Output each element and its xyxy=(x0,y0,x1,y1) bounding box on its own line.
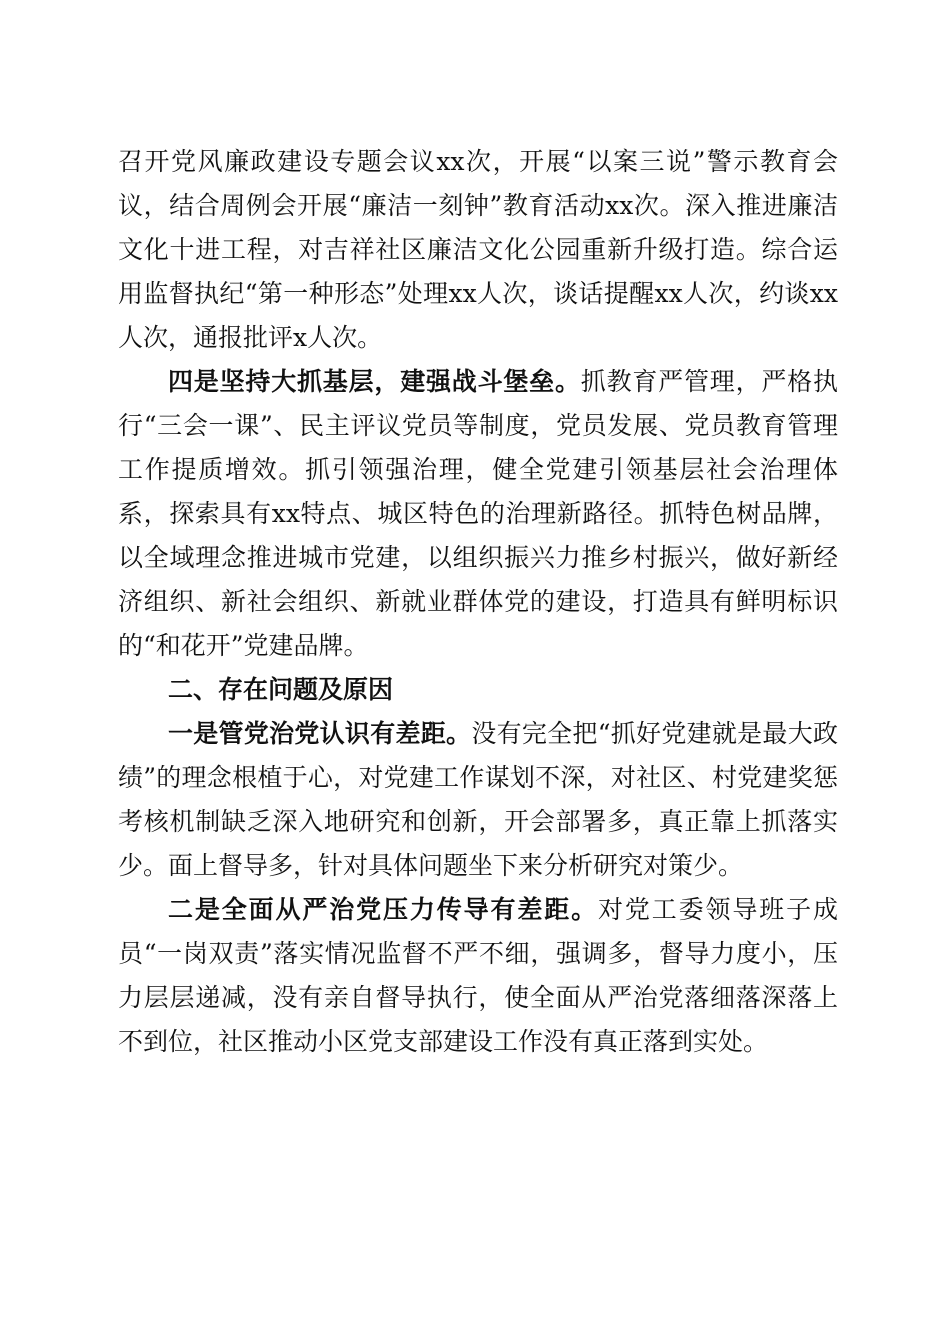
paragraph-problem-two-lead: 二是全面从严治党压力传导有差距。 xyxy=(168,895,598,924)
paragraph-grassroots-lead: 四是坚持大抓基层，建强战斗堡垒。 xyxy=(168,367,581,396)
document-body xyxy=(118,140,838,1064)
paragraph-problem-two xyxy=(118,888,838,1064)
section-heading-problems: 二、存在问题及原因 xyxy=(168,675,394,704)
paragraph-problem-one xyxy=(118,712,838,888)
paragraph-grassroots-body: 抓教育严管理，严格执行“三会一课”、民主评议党员等制度，党员发展、党员教育管理工作提质增效。抓引领强治理，健全党建引领基层社会治理体系，探索具有xx特点、城区特色的治理新路径。抓特色树品牌，以全域理念推进城市党建，以组织振兴力推乡村振兴，做好新经济组织、新社会组织、新就业群体党的建设，打造具有鲜明标识的“和花开”党建品牌。 xyxy=(118,367,838,660)
paragraph-grassroots xyxy=(118,360,838,668)
paragraph-continuation: 召开党风廉政建设专题会议xx次，开展“以案三说”警示教育会议，结合周例会开展“廉洁一刻钟”教育活动xx次。深入推进廉洁文化十进工程，对吉祥社区廉洁文化公园重新升级打造。综合运用监督执纪“第一种形态”处理xx人次，谈话提醒xx人次，约谈xx人次，通报批评x人次。 xyxy=(118,147,838,352)
paragraph-problem-one-lead: 一是管党治党认识有差距。 xyxy=(168,719,472,748)
paragraph-problem-one-body: 没有完全把“抓好党建就是最大政绩”的理念根植于心，对党建工作谋划不深，对社区、村党建奖惩考核机制缺乏深入地研究和创新，开会部署多，真正靠上抓落实少。面上督导多，针对具体问题坐下来分析研究对策少。 xyxy=(118,719,838,880)
paragraph-problem-two-body: 对党工委领导班子成员“一岗双责”落实情况监督不严不细，强调多，督导力度小，压力层层递减，没有亲自督导执行，使全面从严治党落细落深落上不到位，社区推动小区党支部建设工作没有真正落到实处。 xyxy=(118,895,838,1056)
